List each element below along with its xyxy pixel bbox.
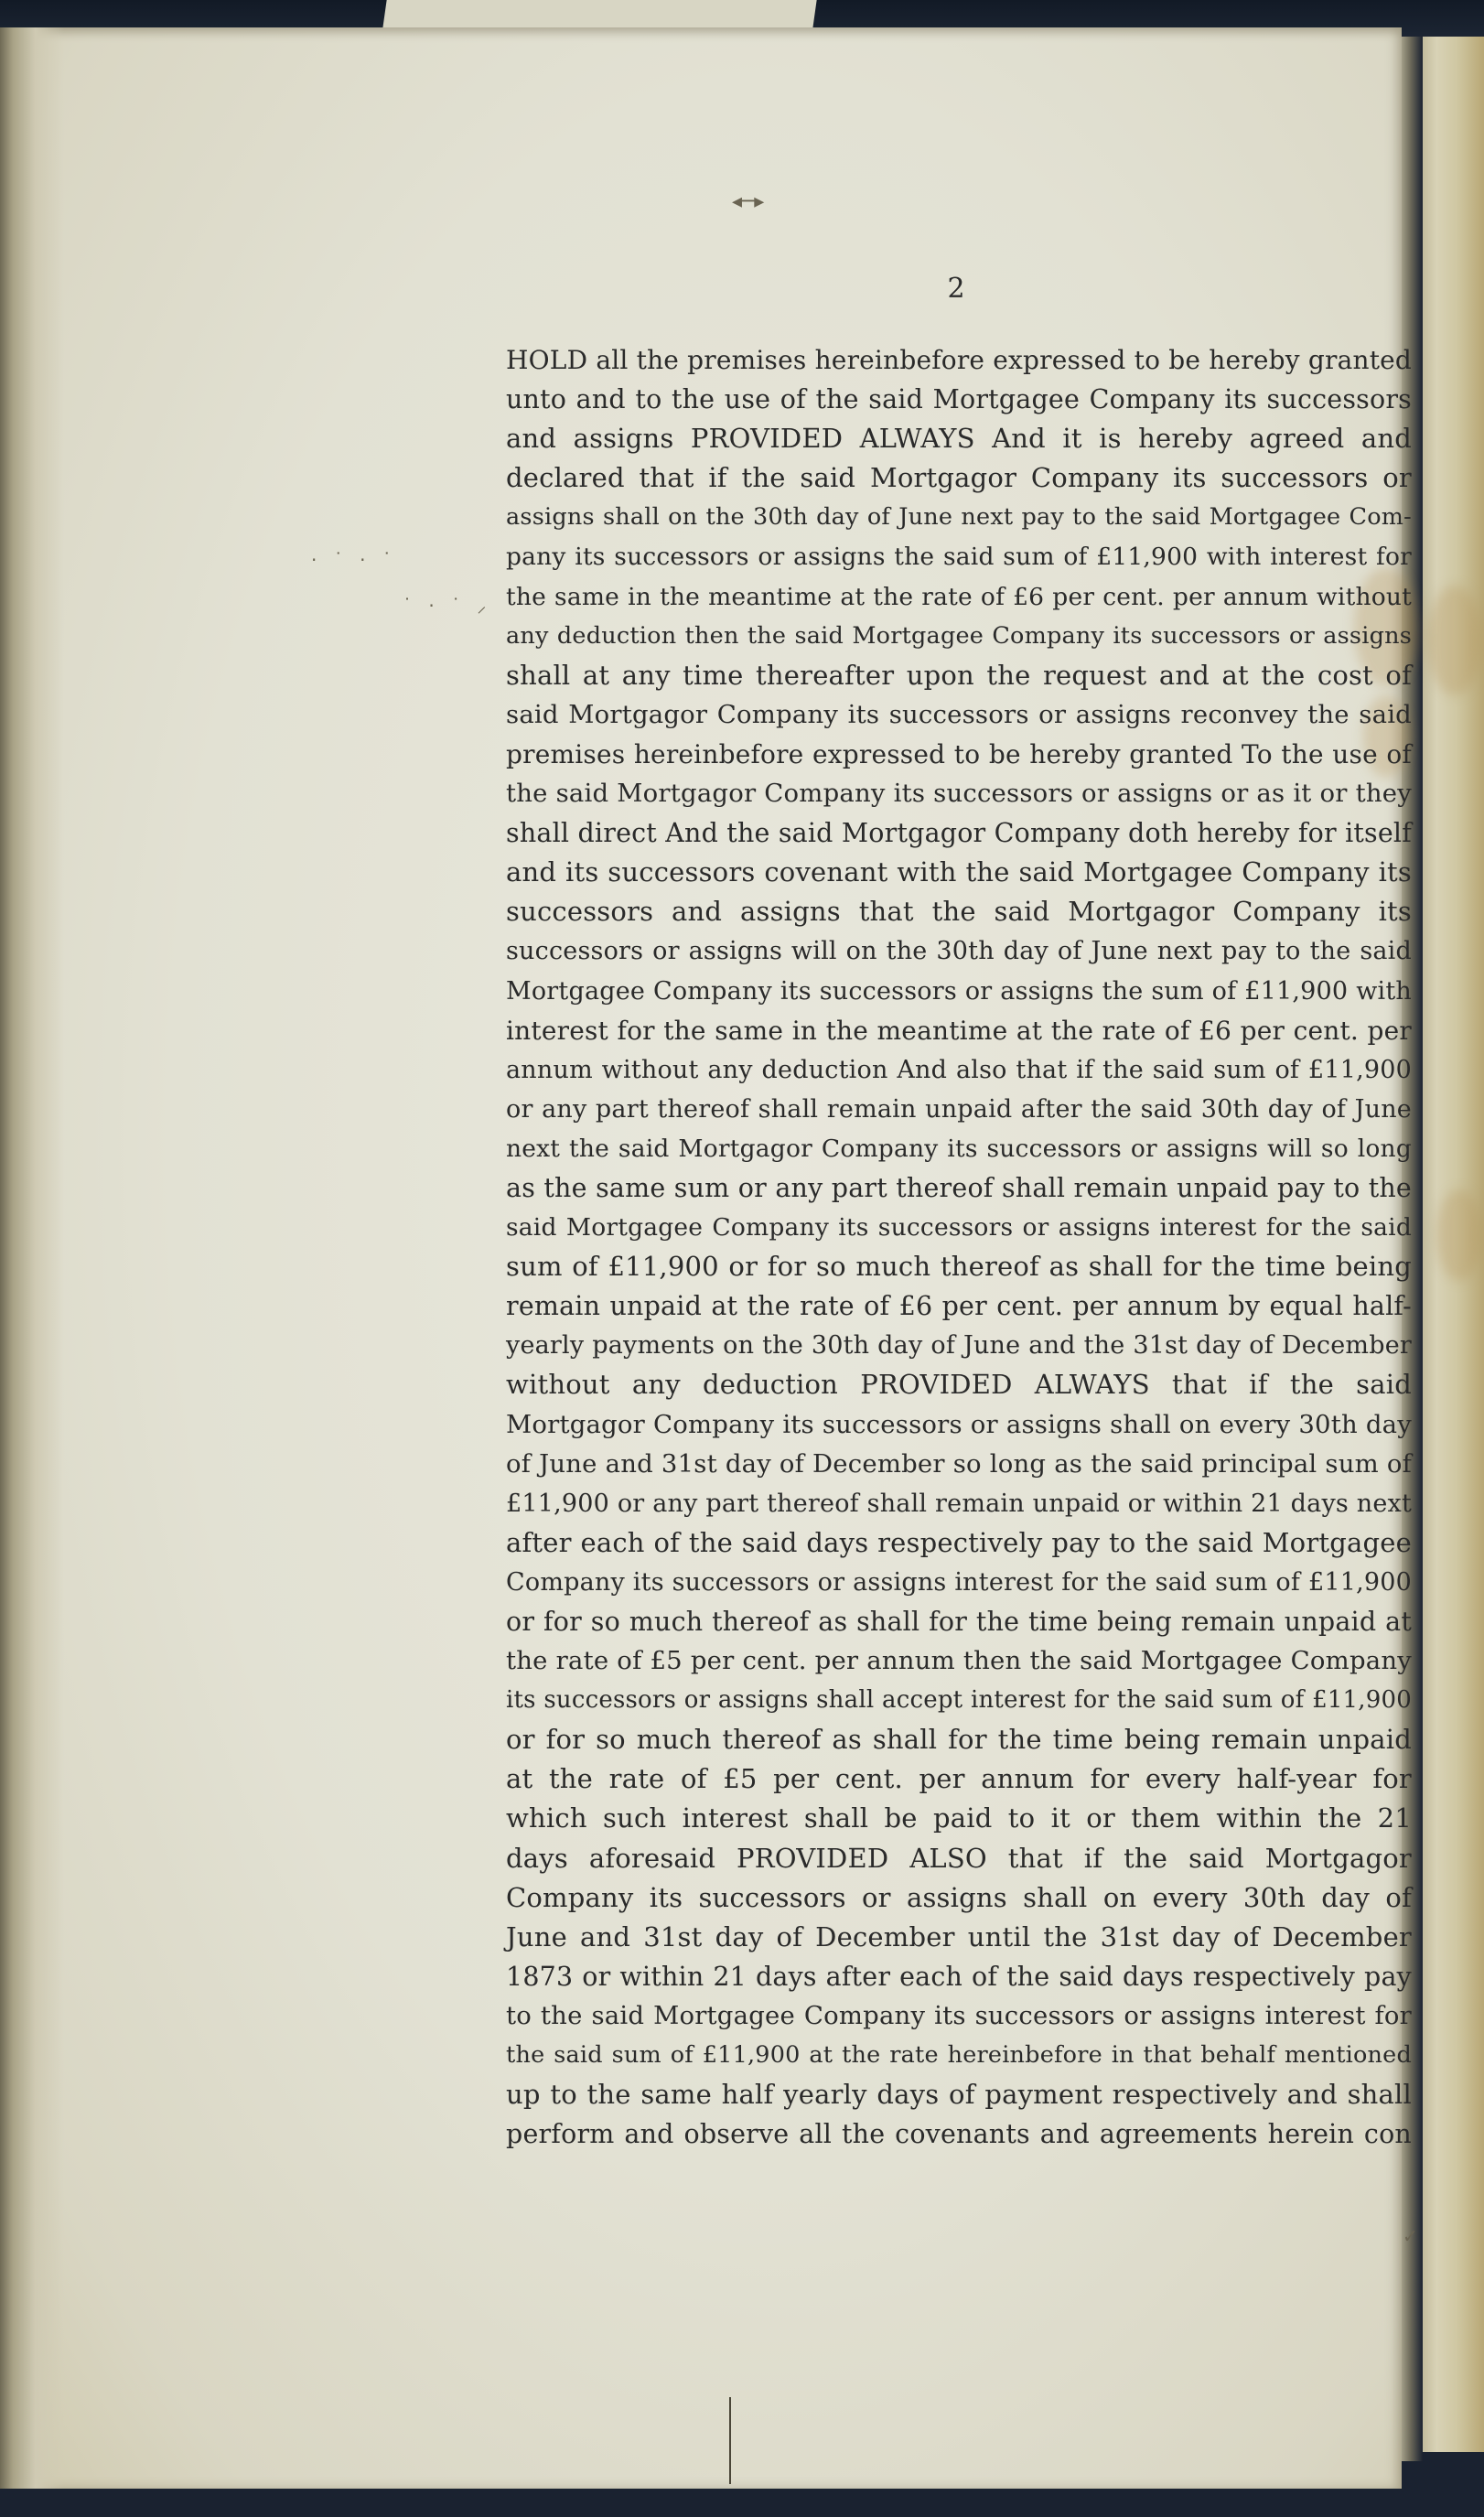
document-text-line: said Mortgagor Company its successors or assigns reconvey the said xyxy=(506,699,1412,729)
document-text-line: remain unpaid at the rate of £6 per cent. per annum by equal half- xyxy=(506,1291,1412,1322)
document-text-line: the rate of £5 per cent. per annum then the said Mortgagee Company xyxy=(506,1646,1412,1676)
document-text-line: successors or assigns will on the 30th day of June next pay to the said xyxy=(506,937,1412,966)
document-text-line: after each of the said days respectively pay to the said Mortgagee xyxy=(506,1526,1412,1558)
document-text-line: Company its successors or assigns shall on every 30th day of xyxy=(506,1881,1412,1913)
document-text-line: sum of £11,900 or for so much thereof as shall for the time being xyxy=(506,1251,1412,1283)
document-text-line: Mortgagee Company its successors or assigns the sum of £11,900 with xyxy=(506,976,1412,1006)
document-text-line: annum without any deduction And also that if the said sum of £11,900 xyxy=(506,1055,1412,1084)
document-text-line: unto and to the use of the said Mortgagee Company its successors xyxy=(506,384,1412,415)
document-text-line: next the said Mortgagor Company its successors or assigns will so long xyxy=(506,1134,1412,1163)
page-number: 2 xyxy=(947,273,965,305)
foxing-stain xyxy=(1436,1189,1482,1281)
document-text-line: pany its successors or assigns the said sum of £11,900 with interest for xyxy=(506,543,1412,572)
document-body-text xyxy=(506,340,1412,2154)
document-text-line: or for so much thereof as shall for the time being remain unpaid at xyxy=(506,1607,1412,1637)
pencil-mark xyxy=(729,2397,731,2484)
document-text-line: successors and assigns that the said Mortgagor Company its xyxy=(506,896,1412,928)
document-text-line: at the rate of £5 per cent. per annum for every half-year for xyxy=(506,1763,1412,1795)
document-text-line: as the same sum or any part thereof shall remain unpaid pay to the xyxy=(506,1172,1412,1203)
document-text-line: £11,900 or any part thereof shall remain unpaid or within 21 days next xyxy=(506,1489,1412,1518)
document-text-line: said Mortgagee Company its successors or assigns interest for the said xyxy=(506,1213,1412,1242)
document-text-line: the said Mortgagor Company its successors or assigns or as it or they xyxy=(506,779,1412,809)
document-text-line: Company its successors or assigns interest for the said sum of £11,900 xyxy=(506,1567,1412,1597)
page-binding-edge xyxy=(0,27,64,2489)
document-text-line: assigns shall on the 30th day of June next pay to the said Mortgagee Com- xyxy=(506,503,1412,532)
document-text-line: to the said Mortgagee Company its successors or assigns interest for xyxy=(506,2000,1412,2030)
document-text-line: premises hereinbefore expressed to be hereby granted To the use of xyxy=(506,738,1412,769)
document-text-line: 1873 or within 21 days after each of the said days respectively pay xyxy=(506,1961,1412,1992)
smudge-mark: ◂─▸ xyxy=(732,190,765,213)
document-text-line: interest for the same in the meantime at the rate of £6 per cent. per xyxy=(506,1015,1412,1046)
stray-marks: · ˙ · ˙ xyxy=(311,549,397,571)
document-text-line: shall direct And the said Mortgagor Company doth hereby for itself xyxy=(506,818,1412,849)
document-text-line: and assigns PROVIDED ALWAYS And it is hereby agreed and xyxy=(506,423,1412,455)
stray-marks: ˙ · ˙ ⸝ xyxy=(403,595,492,617)
foxing-stain xyxy=(1427,586,1482,695)
document-text-line: which such interest shall be paid to it or them within the 21 xyxy=(506,1802,1412,1834)
document-text-line: any deduction then the said Mortgagee Company its successors or assigns xyxy=(506,621,1412,650)
document-text-line: shall at any time thereafter upon the request and at the cost of xyxy=(506,659,1412,691)
tick-mark: ✓ xyxy=(1403,2225,1418,2247)
document-text-line: up to the same half yearly days of payment respectively and shall xyxy=(506,2079,1412,2111)
document-text-line: yearly payments on the 30th day of June and the 31st day of December xyxy=(506,1331,1412,1361)
document-text-line: perform and observe all the covenants and agreements herein con xyxy=(506,2119,1412,2150)
document-text-line: without any deduction PROVIDED ALWAYS that if the said xyxy=(506,1369,1412,1401)
document-text-line: the same in the meantime at the rate of £6 per cent. per annum without xyxy=(506,582,1412,611)
document-text-line: or any part thereof shall remain unpaid after the said 30th day of June xyxy=(506,1094,1412,1124)
document-text-line: declared that if the said Mortgagor Company its successors or xyxy=(506,462,1412,494)
document-text-line: HOLD all the premises hereinbefore expressed to be hereby granted xyxy=(506,345,1413,375)
document-text-line: Mortgagor Company its successors or assigns shall on every 30th day xyxy=(506,1409,1412,1439)
document-text-line: of June and 31st day of December so long as the said principal sum of xyxy=(506,1448,1412,1479)
document-text-line: the said sum of £11,900 at the rate hereinbefore in that behalf mentioned xyxy=(506,2041,1412,2070)
document-text-line: its successors or assigns shall accept interest for the said sum of £11,900 xyxy=(506,1686,1412,1715)
document-text-line: June and 31st day of December until the 31st day of December xyxy=(506,1920,1412,1952)
document-text-line: days aforesaid PROVIDED ALSO that if the said Mortgagor xyxy=(506,1842,1412,1874)
document-text-line: or for so much thereof as shall for the time being remain unpaid xyxy=(506,1724,1412,1756)
document-text-line: and its successors covenant with the said Mortgagee Company its xyxy=(506,856,1412,888)
